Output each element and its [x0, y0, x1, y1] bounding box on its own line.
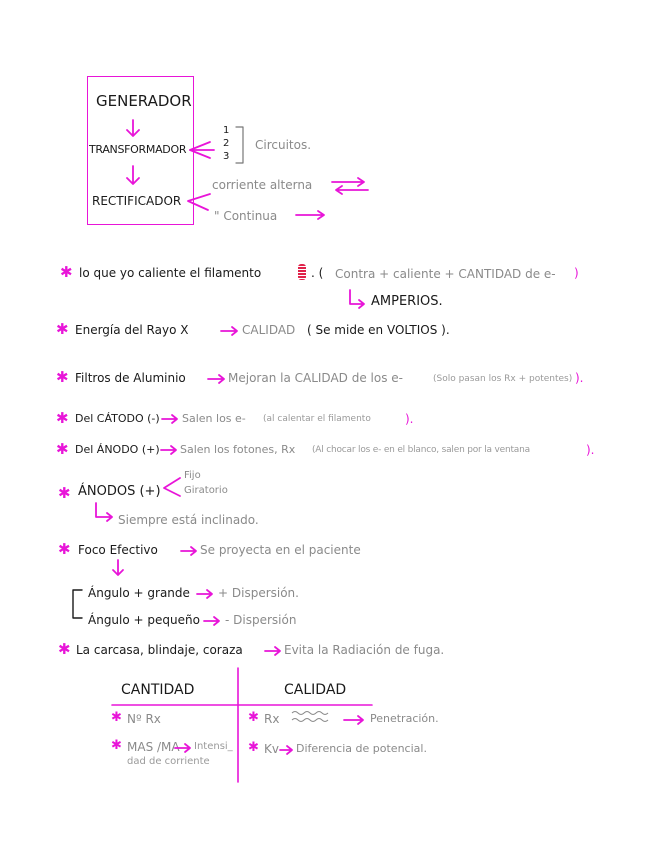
label-circuitos: Circuitos.: [255, 138, 312, 152]
filamento-detail: Contra + caliente + CANTIDAD de e-: [335, 267, 556, 281]
energia-calidad: CALIDAD: [242, 323, 296, 337]
angulo-grande-detail: + Dispersión.: [218, 586, 299, 600]
filtros-detail: Mejoran la CALIDAD de los e-: [228, 371, 403, 385]
asterisk-icon: ✱: [248, 710, 259, 725]
catodo-detail: Salen los e-: [182, 412, 246, 425]
anodos-fijo: Fijo: [184, 470, 201, 481]
asterisk-icon: ✱: [111, 738, 122, 753]
catodo-close: ).: [405, 412, 414, 426]
catodo-text: Del CÁTODO (-): [75, 412, 160, 425]
number-1: 1: [223, 125, 230, 136]
label-corriente-alterna: corriente alterna: [212, 178, 313, 192]
angulo-pequeno-detail: - Dispersión: [225, 613, 297, 627]
anodo-close: ).: [586, 443, 595, 457]
anodos-text: ÁNODOS (+): [78, 484, 161, 499]
amperios-text: AMPERIOS.: [371, 294, 443, 309]
asterisk-icon: ✱: [58, 540, 71, 558]
label-generador: GENERADOR: [96, 92, 192, 110]
asterisk-icon: ✱: [56, 409, 69, 427]
catodo-note: (al calentar el filamento: [263, 414, 371, 424]
table-header-calidad: CALIDAD: [284, 682, 347, 698]
filamento-close: ): [574, 266, 579, 280]
table-left-row2: MAS /MA: [127, 740, 180, 754]
carcasa-text: La carcasa, blindaje, coraza: [76, 643, 243, 657]
filtros-text: Filtros de Aluminio: [75, 371, 186, 385]
asterisk-icon: ✱: [56, 440, 69, 458]
table-left-row2-detail2: dad de corriente: [127, 756, 210, 767]
filamento-open: . (: [311, 266, 324, 280]
anodos-inclinado: Siempre está inclinado.: [118, 513, 259, 527]
foco-text: Foco Efectivo: [78, 543, 158, 557]
table-header-cantidad: CANTIDAD: [121, 682, 195, 698]
table-right-row1: Rx: [264, 712, 280, 726]
angulo-pequeno-text: Ángulo + pequeño: [88, 613, 200, 627]
asterisk-icon: ✱: [58, 640, 71, 658]
energia-voltios: ( Se mide en VOLTIOS ).: [307, 323, 450, 337]
number-3: 3: [223, 151, 230, 162]
anodo-detail: Salen los fotones, Rx: [180, 443, 296, 456]
filtros-note: (Solo pasan los Rx + potentes): [433, 374, 573, 384]
label-continua: " Continua: [214, 209, 278, 223]
asterisk-icon: ✱: [56, 320, 69, 338]
angulo-grande-text: Ángulo + grande: [88, 586, 190, 600]
asterisk-icon: ✱: [111, 710, 122, 725]
table-left-row2-detail: Intensi_: [194, 741, 233, 752]
carcasa-detail: Evita la Radiación de fuga.: [284, 643, 445, 657]
table-left-row1: Nº Rx: [127, 712, 161, 726]
label-rectificador: RECTIFICADOR: [92, 194, 182, 208]
label-transformador: TRANSFORMADOR: [89, 143, 187, 156]
table-right-row2-detail: Diferencia de potencial.: [296, 742, 427, 755]
anodo-note: (Al chocar los e- en el blanco, salen por la ventana: [312, 445, 530, 455]
asterisk-icon: ✱: [56, 368, 69, 386]
filtros-close: ).: [575, 371, 584, 385]
table-right-row2: Kv: [264, 742, 279, 756]
table-right-row1-detail: Penetración.: [370, 712, 439, 725]
number-2: 2: [223, 138, 230, 149]
asterisk-icon: ✱: [248, 740, 259, 755]
foco-detail: Se proyecta en el paciente: [200, 543, 361, 557]
energia-text: Energía del Rayo X: [75, 323, 189, 337]
asterisk-icon: ✱: [60, 263, 73, 281]
asterisk-icon: ✱: [58, 484, 71, 502]
anodo-text: Del ÁNODO (+): [75, 443, 160, 456]
filamento-text: lo que yo caliente el filamento: [79, 266, 262, 280]
bulb-icon: [298, 264, 306, 280]
anodos-giratorio: Giratorio: [184, 485, 228, 496]
